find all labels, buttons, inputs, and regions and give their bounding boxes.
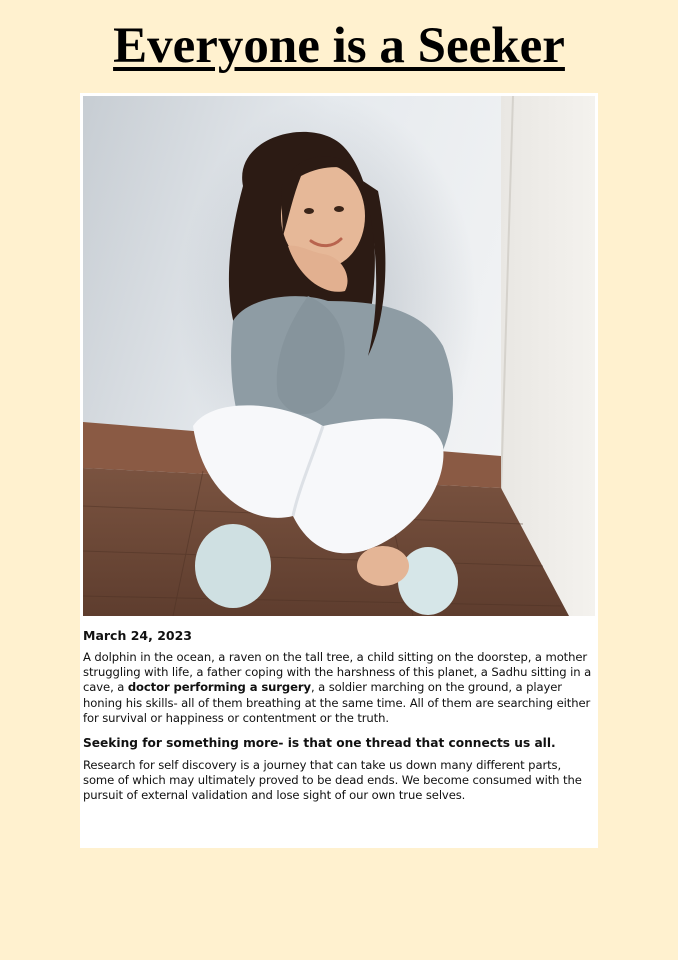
paragraph-1 (83, 650, 593, 726)
page-title-text: Everyone is a Seeker (113, 18, 565, 74)
article-body (83, 628, 593, 804)
paragraph-1-end: , a soldier marching on the ground, a player honing his skills- all of them breathing at the same time. All of them are searching either for survival or happiness or contentment or the truth. (83, 680, 591, 725)
paragraph-1-start: A dolphin in the ocean, a raven on the tall tree, a child sitting on the doorstep, a mother struggling with life, a father coping with the harshness of this planet, a Sadhu sitting in a cave, a (83, 650, 592, 695)
article-card (80, 93, 598, 848)
article-photo (83, 96, 595, 616)
page-title (0, 16, 678, 76)
paragraph-1-emphasis: doctor performing a surgery (127, 680, 311, 695)
paragraph-2: Research for self discovery is a journey that can take us down many different parts, some of which may ultimately proved to be dead ends. We become consumed with the pursuit of external validation and lose sight of our own true selves. (83, 758, 582, 803)
article-subheading: Seeking for something more- is that one thread that connects us all. (83, 736, 556, 751)
article-date: March 24, 2023 (83, 628, 192, 643)
